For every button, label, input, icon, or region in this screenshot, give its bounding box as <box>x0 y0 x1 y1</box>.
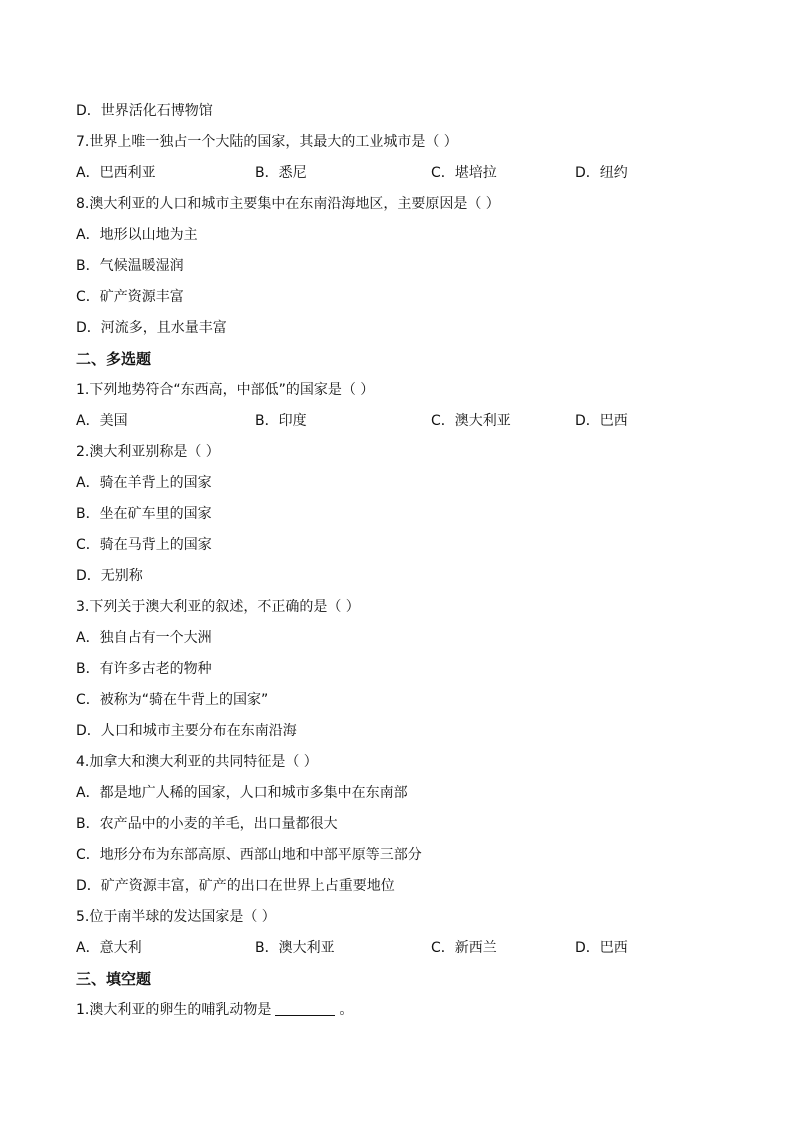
q7-option-d: D．纽约 <box>575 165 628 181</box>
m1-option-c: C．澳大利亚 <box>431 413 511 429</box>
f1-question <box>76 995 726 1026</box>
m3-option-b: B．有许多古老的物种 <box>76 661 212 677</box>
q8-option-c: C．矿产资源丰富 <box>76 289 184 305</box>
q7-option-a: A．巴西利亚 <box>76 165 156 181</box>
q6-option-d: D．世界活化石博物馆 <box>76 103 213 119</box>
m5-option-a: A．意大利 <box>76 940 142 956</box>
q8-option-d: D．河流多，且水量丰富 <box>76 320 227 336</box>
m4-stem: 4.加拿大和澳大利亚的共同特征是（ ） <box>76 754 318 770</box>
m4-option-b: B．农产品中的小麦的羊毛，出口量都很大 <box>76 816 338 832</box>
exam-page <box>76 96 726 1026</box>
q7-stem: 7.世界上唯一独占一个大陆的国家，其最大的工业城市是（ ） <box>76 134 458 150</box>
q8-option-b: B．气候温暖湿润 <box>76 258 184 274</box>
m5-option-d: D．巴西 <box>575 940 628 956</box>
m2-option-b: B．坐在矿车里的国家 <box>76 506 212 522</box>
section-multiple-choice-heading: 二、多选题 <box>76 350 152 368</box>
m3-option-a: A．独自占有一个大洲 <box>76 630 212 646</box>
m5-stem: 5.位于南半球的发达国家是（ ） <box>76 909 276 925</box>
m5-option-c: C．新西兰 <box>431 940 497 956</box>
q7-options <box>76 158 726 189</box>
q7-option-c: C．堪培拉 <box>431 165 497 181</box>
f1-stem-after: 。 <box>339 1002 354 1018</box>
m1-stem: 1.下列地势符合“东西高，中部低”的国家是（ ） <box>76 382 375 398</box>
m4-option-d: D．矿产资源丰富，矿产的出口在世界上占重要地位 <box>76 878 395 894</box>
m1-option-b: B．印度 <box>255 413 307 429</box>
m1-options <box>76 406 726 437</box>
m1-option-a: A．美国 <box>76 413 128 429</box>
m2-stem: 2.澳大利亚别称是（ ） <box>76 444 220 460</box>
m5-options <box>76 933 726 964</box>
q8-option-a: A．地形以山地为主 <box>76 227 198 243</box>
f1-stem-before: 1.澳大利亚的卵生的哺乳动物是 <box>76 1002 272 1018</box>
m1-option-d: D．巴西 <box>575 413 628 429</box>
m4-option-a: A．都是地广人稀的国家，人口和城市多集中在东南部 <box>76 785 408 801</box>
m5-option-b: B．澳大利亚 <box>255 940 335 956</box>
m3-option-c: C．被称为“骑在牛背上的国家” <box>76 692 269 708</box>
m3-option-d: D．人口和城市主要分布在东南沿海 <box>76 723 297 739</box>
q7-option-b: B．悉尼 <box>255 165 307 181</box>
answer-blank[interactable] <box>275 1001 335 1016</box>
m2-option-a: A．骑在羊背上的国家 <box>76 475 212 491</box>
m3-stem: 3.下列关于澳大利亚的叙述，不正确的是（ ） <box>76 599 360 615</box>
m4-option-c: C．地形分布为东部高原、西部山地和中部平原等三部分 <box>76 847 422 863</box>
section-fill-blank-heading: 三、填空题 <box>76 970 152 988</box>
m2-option-c: C．骑在马背上的国家 <box>76 537 212 553</box>
m2-option-d: D．无别称 <box>76 568 143 584</box>
q8-stem: 8.澳大利亚的人口和城市主要集中在东南沿海地区，主要原因是（ ） <box>76 196 500 212</box>
